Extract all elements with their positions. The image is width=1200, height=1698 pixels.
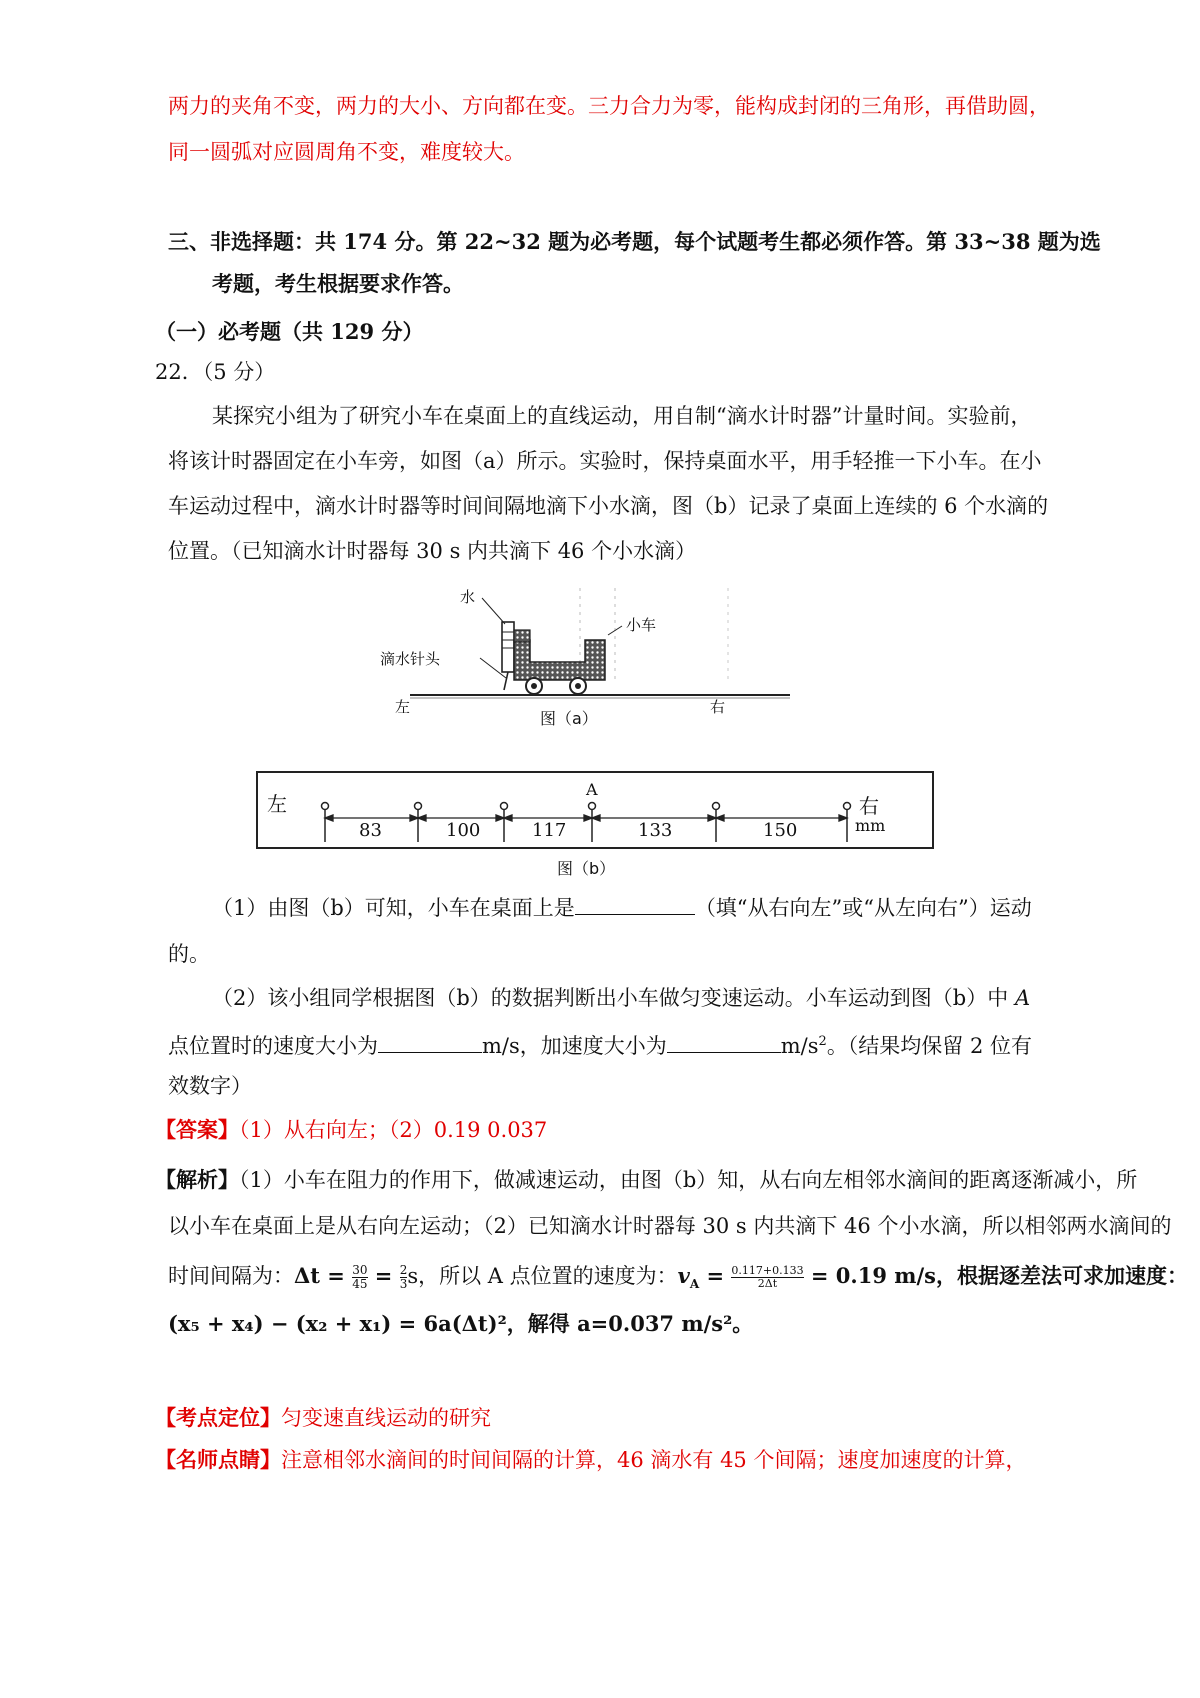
analysis-line-4: (x₅ + x₄) − (x₂ + x₁) = 6a(Δt)²，解得 a=0.037 m/s²。 [168,1311,754,1336]
label-left: 左 [267,792,287,816]
intro-red-line-2: 同一圆弧对应圆周角不变，难度较大。 [168,140,525,164]
fraction-numerator: 2 [399,1263,408,1277]
segment-label: 133 [638,820,673,841]
sub2-text-e: 。（结果均保留 2 位有 [826,1034,1033,1058]
sub2-text-b: 点位置时的速度大小为 [168,1034,378,1058]
figure-a [380,580,790,740]
label-needle: 滴水针头 [380,650,441,668]
segment-label: 100 [446,820,481,841]
label-right: 右 [710,698,726,716]
teacher-note-line [155,1446,1026,1474]
answer-line [155,1116,547,1144]
car-body-icon [514,640,605,680]
answer-blank-3[interactable] [667,1032,781,1053]
analysis-tag: 【解析】 [155,1167,239,1192]
sub1-text-a: （1）由图（b）可知，小车在桌面上是 [212,896,575,920]
key-point-tag: 【考点定位】 [155,1405,281,1430]
question-number: 22．（5 分） [155,360,276,384]
question-paragraph-2: 将该计时器固定在小车旁，如图（a）所示。实验时，保持桌面水平，用手轻推一下小车。在小 [168,449,1042,473]
fraction-numerator: 30 [352,1263,368,1277]
analysis-va-sub: A [689,1277,700,1292]
fraction-30-45 [352,1264,367,1291]
label-point-a: A [586,780,598,799]
sub-question-2 [212,984,1030,1012]
analysis-va: v [677,1263,690,1288]
intro-red-line-1: 两力的夹角不变，两力的大小、方向都在变。三力合力为零，能构成封闭的三角形，再借助圆， [168,94,1050,118]
analysis-text-1: （1）小车在阻力的作用下，做减速运动，由图（b）知，从右向左相邻水滴间的距离逐渐减小，所 [239,1168,1138,1192]
analysis-line-2: 以小车在桌面上是从右向左运动；（2）已知滴水计时器每 30 s 内共滴下 46 个小水滴，所以相邻两水滴间的 [168,1214,1172,1238]
sub2-sup: 2 [818,1034,827,1049]
needle-icon [504,672,508,690]
sub1-text-b: （填“从右向左”或“从左向右”）运动 [694,896,1032,920]
answer-blank-2[interactable] [378,1032,482,1053]
answer-blank-1[interactable] [575,894,695,915]
section-heading-line-2: 考题，考生根据要求作答。 [212,271,464,296]
figure-a-caption: 图（a） [540,709,598,728]
analysis-dt: Δt = [294,1263,353,1288]
analysis-eq: = [367,1263,400,1288]
segment-label: 117 [532,820,567,841]
analysis-line-1 [155,1166,1137,1194]
analysis-text-3a: 时间间隔为： [168,1264,294,1288]
sub2-text-c: m/s，加速度大小为 [482,1034,667,1058]
key-point-text: 匀变速直线运动的研究 [281,1406,491,1430]
segment-label: 83 [359,820,382,841]
question-paragraph-3: 车运动过程中，滴水计时器等时间间隔地滴下小水滴，图（b）记录了桌面上连续的 6 个水滴的 [168,494,1049,518]
fraction-denominator: 2Δt [731,1277,803,1290]
sub-question-1-end: 的。 [168,942,210,966]
water-container-icon [502,622,514,672]
label-car: 小车 [626,616,657,634]
sub2-text-d: m/s [780,1034,819,1058]
sub-question-1 [212,894,1032,922]
analysis-eq2: = [699,1263,732,1288]
sub2-text-a: （2）该小组同学根据图（b）的数据判断出小车做匀变速运动。小车运动到图（b）中 [212,986,1009,1010]
sub-question-2-line-3: 效数字） [168,1074,252,1098]
fraction-denominator: 45 [352,1277,368,1291]
section-heading-line-1: 三、非选择题：共 174 分。第 22~32 题为必考题，每个试题考生都必须作答。第 33~38 题为选 [168,229,1101,254]
teacher-note-text: 注意相邻水滴间的时间间隔的计算，46 滴水有 45 个间隔；速度加速度的计算， [281,1448,1027,1472]
fraction-velocity [731,1265,803,1290]
question-paragraph-4: 位置。（已知滴水计时器每 30 s 内共滴下 46 个小水滴） [168,539,697,563]
answer-text: （1）从右向左；（2）0.19 0.037 [239,1118,548,1142]
label-unit: mm [855,816,886,835]
label-water: 水 [460,588,476,606]
fraction-numerator: 0.117+0.133 [731,1264,804,1277]
question-paragraph-1: 某探究小组为了研究小车在桌面上的直线运动，用自制“滴水计时器”计量时间。实验前， [212,404,1032,428]
label-right: 右 [859,794,879,818]
answer-tag: 【答案】 [155,1117,239,1142]
analysis-result: = 0.19 m/s，根据逐差法可求加速度： [803,1263,1188,1288]
label-left: 左 [395,698,411,716]
figure-b [255,770,935,910]
key-point-line [155,1404,491,1432]
analysis-s: s，所以 A 点位置的速度为： [407,1264,678,1288]
fraction-denominator: 3 [399,1277,408,1291]
sub2-var: A [1014,986,1031,1010]
sub-question-2-line-2 [168,1028,1032,1060]
segment-label: 150 [763,820,798,841]
analysis-line-3 [168,1262,1188,1298]
section-subheading: （一）必考题（共 129 分） [155,319,424,344]
teacher-note-tag: 【名师点睛】 [155,1447,281,1472]
figure-b-caption: 图（b） [557,859,616,878]
